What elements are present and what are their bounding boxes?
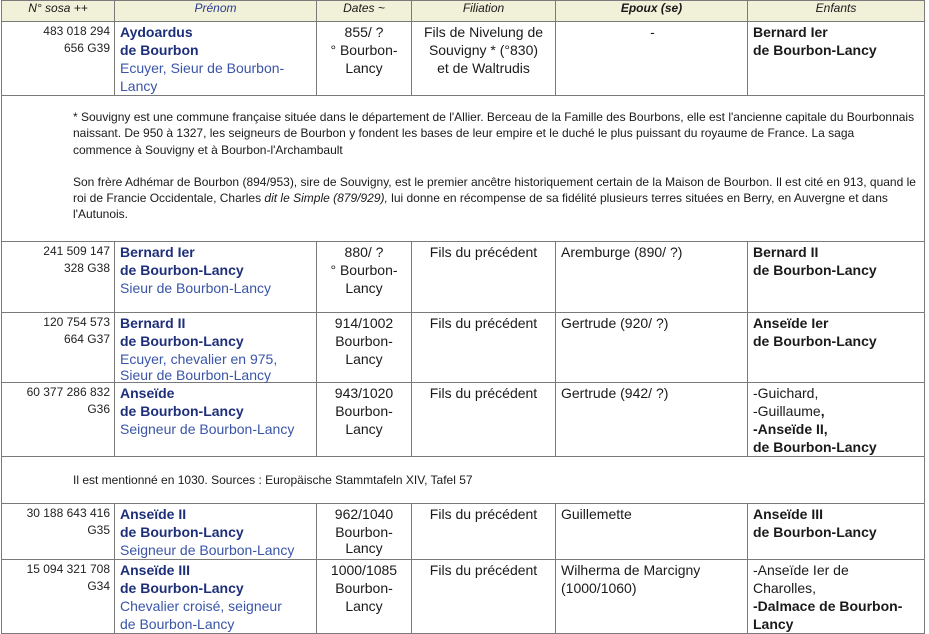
dates-text: 855/ ? [344, 24, 384, 40]
child-text: Lancy [753, 616, 794, 632]
person-name: Anseïde III [120, 562, 191, 578]
sosa-cell [2, 313, 115, 383]
dates-text: 914/1002 [334, 315, 394, 331]
filiation-cell [412, 504, 556, 560]
dates-text: Lancy [345, 598, 383, 614]
person-title: Seigneur de Bourbon-Lancy [120, 421, 295, 437]
sosa-cell [2, 242, 115, 313]
spouse-text: Guillemette [561, 506, 632, 522]
note-text: lui donne en récompense de sa fidélité plusieurs terres situées en Berry, en Auvergne et dans l'Autunois. [73, 191, 888, 222]
dates-cell [317, 22, 412, 96]
children-cell [748, 22, 925, 96]
prenom-cell [115, 383, 317, 457]
table-row [2, 560, 925, 634]
child-text [753, 402, 921, 420]
sosa-generation: 664 G37 [63, 332, 110, 346]
sosa-generation: 328 G38 [63, 261, 110, 275]
filiation-cell [412, 383, 556, 457]
spouse-text: Aremburge (890/ ?) [561, 244, 683, 260]
spouse-cell [556, 313, 748, 383]
dates-text: ° Bourbon- [330, 42, 398, 58]
sosa-cell [2, 560, 115, 634]
dates-text: Lancy [345, 280, 383, 296]
child-text: , [820, 403, 825, 419]
person-name: Bernard II [120, 315, 186, 331]
child-text: -Anseïde Ier de [753, 562, 849, 578]
prenom-cell [115, 504, 317, 560]
filiation-text: Fils du précédent [429, 562, 538, 578]
prenom-cell [115, 313, 317, 383]
spouse-cell [556, 242, 748, 313]
note-cell [2, 96, 925, 242]
note-row [2, 96, 925, 242]
child-text: Bernard Ier [753, 24, 828, 40]
person-name: Aydoardus [120, 24, 193, 40]
spouse-cell [556, 560, 748, 634]
filiation-text: Fils du précédent [429, 244, 538, 260]
children-cell [748, 242, 925, 313]
dates-text: Lancy [345, 351, 383, 367]
child-text: Anseïde III [753, 506, 824, 522]
child-text: de Bourbon-Lancy [753, 439, 877, 455]
child-text: Charolles, [753, 580, 817, 596]
note-italic: dit le Simple (879/929), [264, 191, 388, 206]
note-sources: Il est mentionné en 1030. Sources : Europäische Stammtafeln XIV, Tafel 57 [73, 473, 473, 487]
dates-text: Bourbon- [335, 580, 393, 596]
sosa-number: 30 188 643 416 [26, 506, 110, 520]
dates-text: ° Bourbon- [330, 262, 398, 278]
person-title: Lancy [120, 78, 158, 94]
dates-text: Lancy [345, 60, 383, 76]
child-text: de Bourbon-Lancy [753, 262, 877, 278]
table-row [2, 22, 925, 96]
sosa-number: 15 094 321 708 [26, 562, 110, 576]
sosa-number: 241 509 147 [43, 244, 110, 258]
table-row [2, 242, 925, 313]
sosa-cell [2, 383, 115, 457]
note-souvigny: * Souvigny est une commune française située dans le département de l'Allier. Berceau de la Famille des Bourbons, elle est l'ancienne capitale du Bourbonnais naissant. De 950 à 1327, les seigneurs de Bourbon y fondent les bases de leur empire et le duché le plus puissant du royaume de France. La saga commence à Souvigny et à Bourbon-l'Archambault [73, 110, 915, 157]
person-title: Seigneur de Bourbon-Lancy [120, 542, 295, 558]
dates-text: Bourbon- [335, 524, 393, 540]
sosa-generation: G35 [87, 523, 110, 537]
filiation-text: et de Waltrudis [437, 60, 530, 76]
genealogy-table [1, 0, 925, 634]
dates-cell [317, 560, 412, 634]
table-row [2, 504, 925, 560]
dates-text: Lancy [345, 421, 383, 437]
header-enfants: Enfants [748, 1, 925, 22]
person-title: Sieur de Bourbon-Lancy [120, 367, 271, 383]
child-text: Anseïde Ier [753, 315, 829, 331]
header-filiation: Filiation [412, 1, 556, 22]
filiation-cell [412, 22, 556, 96]
person-name: Bernard Ier [120, 244, 195, 260]
header-row [2, 1, 925, 22]
person-name: Anseïde [120, 385, 175, 401]
person-title: Chevalier croisé, seigneur [120, 598, 282, 614]
dates-cell [317, 242, 412, 313]
dates-cell [317, 504, 412, 560]
child-text: de Bourbon-Lancy [753, 333, 877, 349]
child-text: de Bourbon-Lancy [753, 42, 877, 58]
sosa-number: 60 377 286 832 [26, 385, 110, 399]
dates-text: Lancy [345, 540, 383, 556]
child-text: -Guillaume [753, 403, 821, 419]
person-name: de Bourbon-Lancy [120, 403, 244, 419]
spouse-text: Wilherma de Marcigny [561, 562, 701, 578]
table-row [2, 313, 925, 383]
header-epoux: Epoux (se) [556, 1, 748, 22]
children-cell [748, 560, 925, 634]
dates-text: Bourbon- [335, 403, 393, 419]
person-title: Sieur de Bourbon-Lancy [120, 280, 271, 296]
sosa-generation: G34 [87, 579, 110, 593]
table-row [2, 383, 925, 457]
dates-cell [317, 383, 412, 457]
child-text: Bernard II [753, 244, 819, 260]
filiation-cell [412, 560, 556, 634]
spouse-text: (1000/1060) [561, 580, 637, 596]
person-title: Ecuyer, chevalier en 975, [120, 351, 278, 367]
sosa-generation: 656 G39 [63, 41, 110, 55]
spouse-text: Gertrude (942/ ?) [561, 385, 669, 401]
child-text: de Bourbon-Lancy [753, 524, 877, 540]
child-text: -Guichard, [753, 385, 819, 401]
spouse-cell [556, 22, 748, 96]
prenom-cell [115, 560, 317, 634]
person-name: de Bourbon-Lancy [120, 333, 244, 349]
dates-text: 962/1040 [334, 506, 394, 522]
sosa-number: 120 754 573 [43, 315, 110, 329]
person-name: de Bourbon-Lancy [120, 524, 244, 540]
header-sosa: N° sosa ++ [2, 1, 115, 22]
note-adhemar [73, 174, 916, 223]
note-text: Son frère Adhémar de Bourbon (894/953), sire de Souvigny, est le premier ancêtre historiquement certain de la Maison de Bourbon. Il est cité en 913, quand le roi de Francie Occidentale, Charles [73, 174, 916, 206]
dates-text: Bourbon- [335, 333, 393, 349]
prenom-cell [115, 242, 317, 313]
filiation-cell [412, 242, 556, 313]
note-cell [2, 457, 925, 504]
dates-text: 943/1020 [334, 385, 394, 401]
filiation-text: Fils de Nivelung de [423, 24, 544, 40]
dates-cell [317, 313, 412, 383]
spouse-cell [556, 383, 748, 457]
person-title: Ecuyer, Sieur de Bourbon- [120, 60, 285, 76]
child-text: -Anseïde II, [753, 421, 828, 437]
header-prenom: Prénom [115, 1, 317, 22]
sosa-generation: G36 [87, 402, 110, 416]
filiation-text: Fils du précédent [429, 385, 538, 401]
children-cell [748, 313, 925, 383]
spouse-text: Gertrude (920/ ?) [561, 315, 669, 331]
spouse-text: - [650, 24, 655, 40]
sosa-number: 483 018 294 [43, 24, 110, 38]
filiation-text: Fils du précédent [429, 506, 538, 522]
header-dates: Dates ~ [317, 1, 412, 22]
dates-text: 880/ ? [344, 244, 384, 260]
person-name: de Bourbon-Lancy [120, 262, 244, 278]
dates-text: 1000/1085 [330, 562, 398, 578]
person-name: de Bourbon-Lancy [120, 580, 244, 596]
note-row [2, 457, 925, 504]
prenom-cell [115, 22, 317, 96]
filiation-cell [412, 313, 556, 383]
spouse-cell [556, 504, 748, 560]
sosa-cell [2, 504, 115, 560]
person-name: de Bourbon [120, 42, 199, 58]
person-title: de Bourbon-Lancy [120, 616, 235, 632]
filiation-text: Fils du précédent [429, 315, 538, 331]
filiation-text: Souvigny * (°830) [428, 42, 539, 58]
children-cell [748, 383, 925, 457]
children-cell [748, 504, 925, 560]
child-text: -Dalmace de Bourbon- [753, 598, 903, 614]
sosa-cell [2, 22, 115, 96]
person-name: Anseïde II [120, 506, 187, 522]
